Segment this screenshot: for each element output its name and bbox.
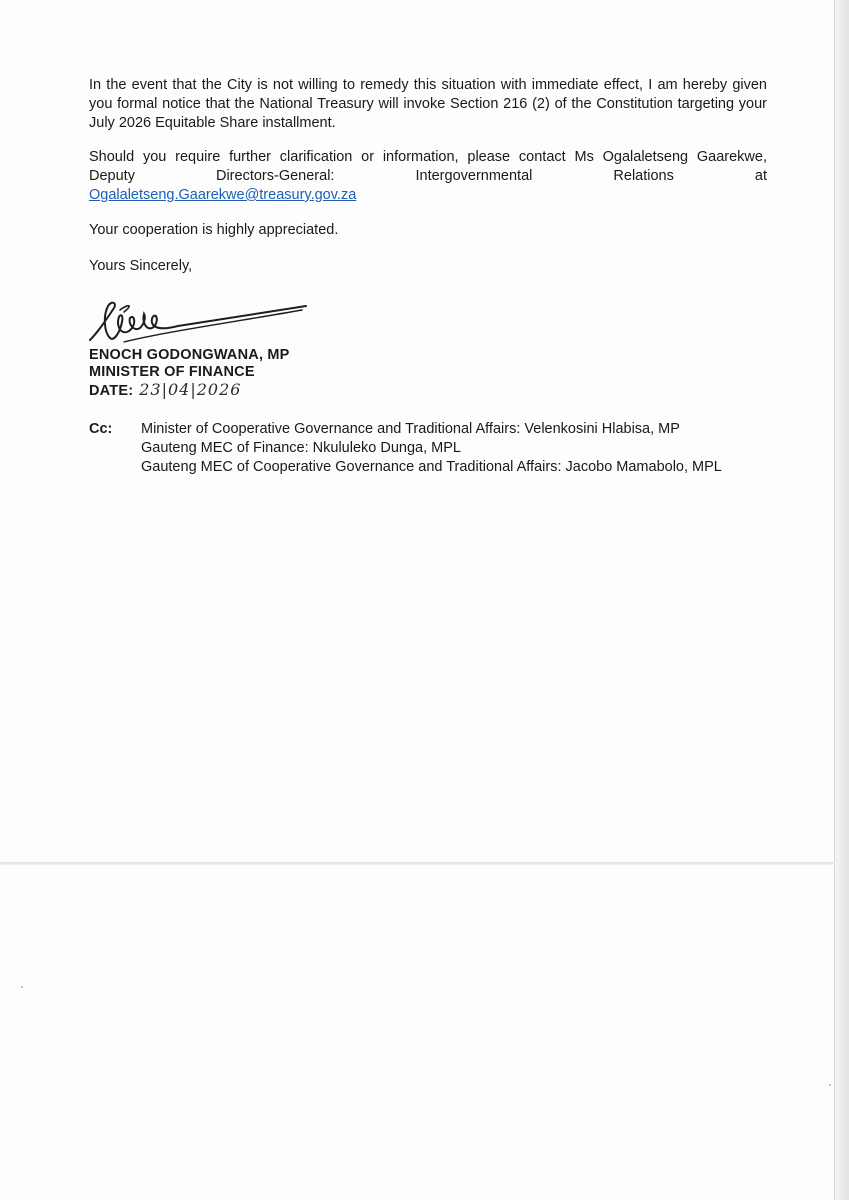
- signature-block: [89, 347, 290, 400]
- contact-email-link[interactable]: Ogalaletseng.Gaarekwe@treasury.gov.za: [89, 187, 357, 203]
- date-row: [89, 381, 290, 400]
- scan-speck: [829, 1084, 831, 1086]
- cc-section: [89, 420, 722, 477]
- signatory-name: ENOCH GODONGWANA, MP: [89, 347, 290, 363]
- contact-line-2: Deputy Directors-General: Intergovernmental Relations at: [89, 168, 767, 184]
- handwritten-date: 23|04|2026: [139, 380, 242, 399]
- cc-recipient: Gauteng MEC of Cooperative Governance and Traditional Affairs: Jacobo Mamabolo, MPL: [141, 459, 722, 475]
- cc-recipient: Minister of Cooperative Governance and Traditional Affairs: Velenkosini Hlabisa, MP: [141, 421, 680, 437]
- scan-speck: [21, 986, 23, 988]
- date-label: DATE:: [89, 383, 134, 399]
- paragraph-notice: In the event that the City is not willing to remedy this situation with immediate effect, I am hereby given you formal notice that the National Treasury will invoke Section 216 (2) of the Constitution targeting your July 2026 Equitable Share installment.: [89, 77, 767, 131]
- paragraph-appreciation: Your cooperation is highly appreciated.: [89, 222, 339, 238]
- paper-fold-line: [0, 862, 835, 865]
- paragraph-contact: [89, 148, 767, 205]
- closing-salutation: Yours Sincerely,: [89, 258, 193, 274]
- contact-line-1: Should you require further clarification or information, please contact Ms Ogalaletseng Gaarekwe,: [89, 149, 767, 165]
- page-edge-shadow: [834, 0, 849, 1200]
- signatory-title: MINISTER OF FINANCE: [89, 364, 255, 380]
- cc-recipient: Gauteng MEC of Finance: Nkululeko Dunga, MPL: [141, 440, 461, 456]
- handwritten-signature: [84, 292, 314, 354]
- cc-label: Cc:: [89, 421, 113, 437]
- cc-recipient-list: [141, 420, 722, 477]
